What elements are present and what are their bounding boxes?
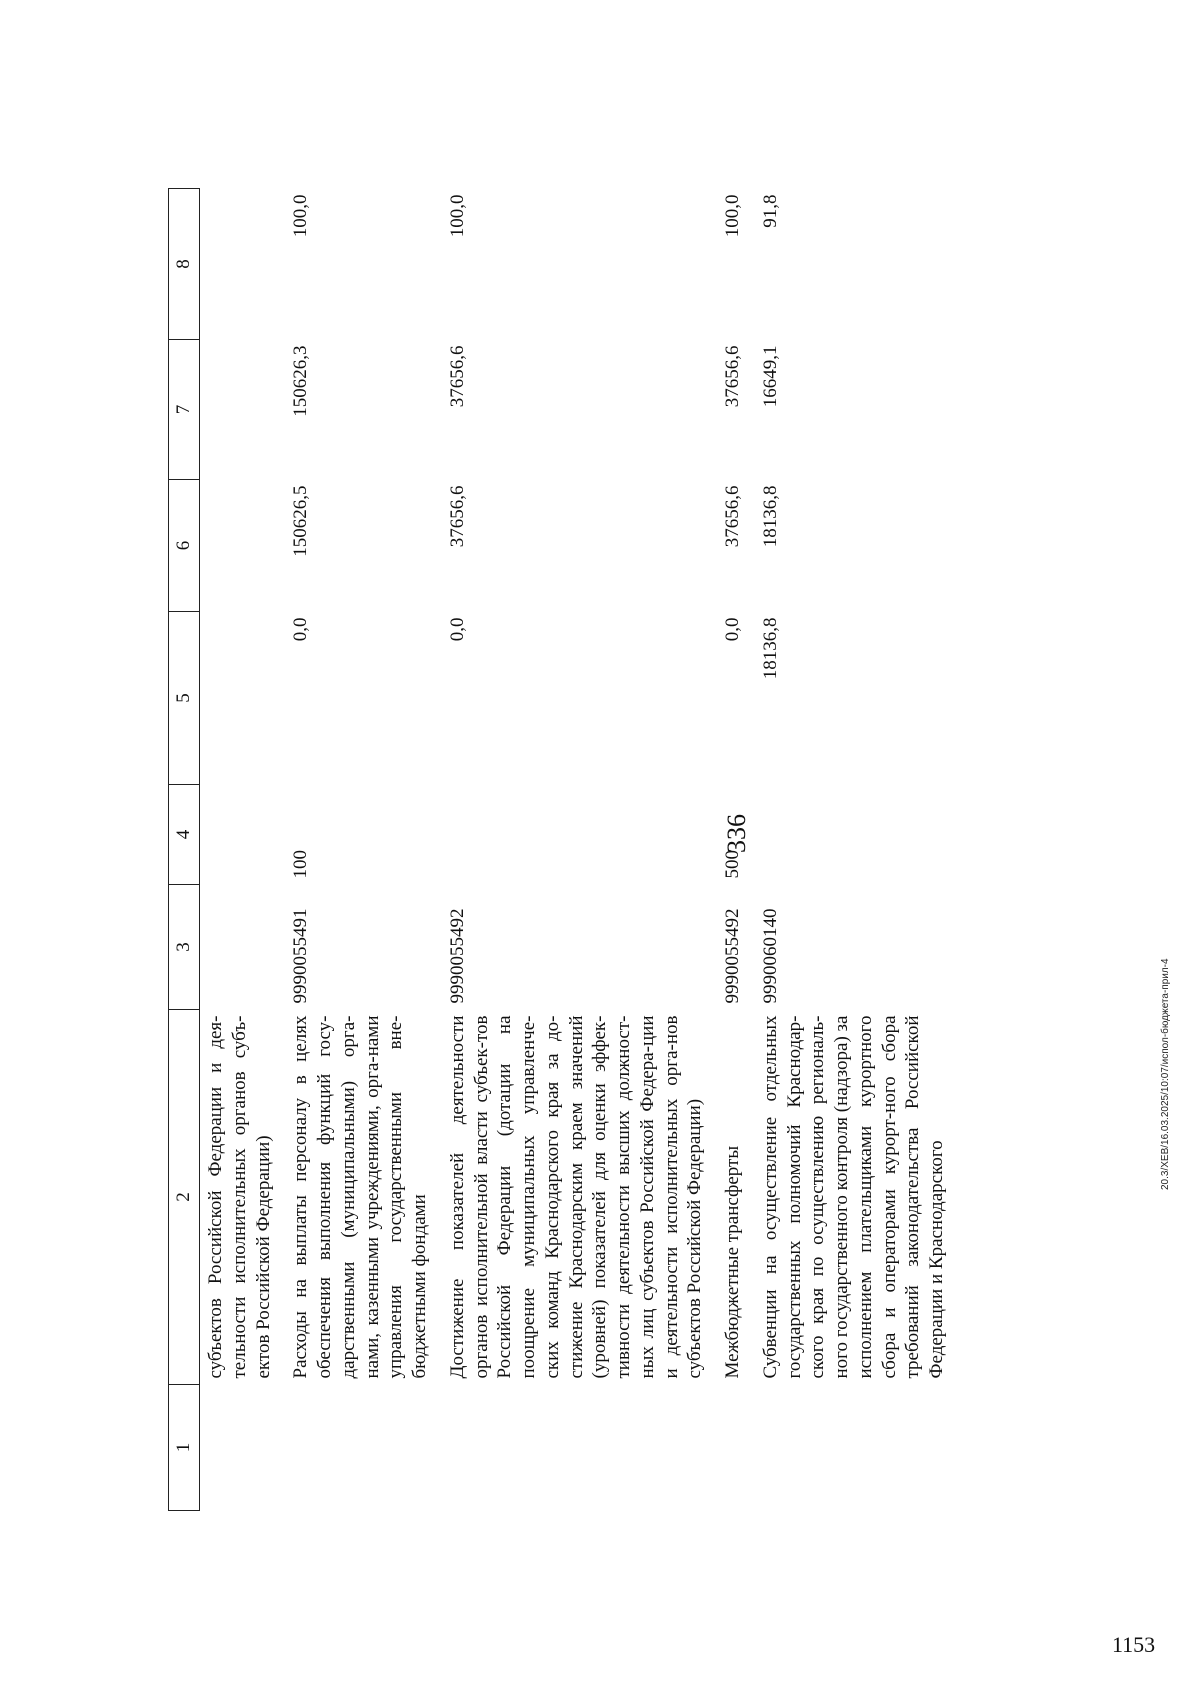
cell-code bbox=[200, 885, 286, 1010]
table-row bbox=[200, 189, 286, 1511]
table-body bbox=[200, 189, 959, 1511]
cell-col-1 bbox=[200, 1385, 286, 1511]
header-col-2: 2 bbox=[169, 1010, 200, 1385]
cell-code: 9990055491 bbox=[290, 908, 312, 1004]
cell-col-6 bbox=[200, 480, 286, 612]
cell-col-8 bbox=[200, 189, 286, 340]
header-col-7: 7 bbox=[169, 340, 200, 480]
cell-col-7: 150626,3 bbox=[290, 345, 312, 417]
cell-code: 9990055492 bbox=[446, 908, 468, 1004]
cell-col-5: 18136,8 bbox=[759, 617, 781, 680]
cell-col-5: 0,0 bbox=[722, 617, 743, 642]
cell-description: Субвенции на осуществление отдельных государственных полномочий Краснодар-ского края по осуществлению региональ-ного государственного контроля (надзора) за исполнением плательщиками курортного сбора и операторами курорт-ного сбора требований законодательства Российской Федерации и Краснодарского bbox=[759, 1015, 947, 1379]
cell-col-7: 37656,6 bbox=[722, 345, 743, 408]
sheet-number: 1153 bbox=[1112, 1632, 1156, 1657]
header-col-5: 5 bbox=[169, 612, 200, 785]
cell-col-7 bbox=[200, 340, 286, 480]
cell-col-5 bbox=[200, 612, 286, 785]
cell-col-6: 37656,6 bbox=[446, 485, 468, 548]
cell-description: Межбюджетные трансферты bbox=[722, 1145, 743, 1379]
cell-description: субъектов Российской Федерации и дея-тельности исполнительных органов субъ-ектов Российской Федерации) bbox=[205, 1015, 274, 1379]
cell-col-7: 16649,1 bbox=[759, 345, 781, 408]
header-col-1: 1 bbox=[169, 1385, 200, 1511]
header-col-3: 3 bbox=[169, 885, 200, 1010]
cell-col-6: 18136,8 bbox=[759, 485, 781, 548]
cell-col-1 bbox=[755, 1385, 959, 1511]
cell-type bbox=[755, 785, 959, 885]
cell-description: Расходы на выплаты персоналу в целях обеспечения выполнения функций госу-дарственными (муниципальными) орга-нами, казенными учреждениями, орга-нами управления государственными вне-бюджетными фондами bbox=[290, 1015, 430, 1379]
cell-type bbox=[200, 785, 286, 885]
header-col-6: 6 bbox=[169, 480, 200, 612]
table-row bbox=[285, 189, 442, 1511]
budget-table bbox=[168, 188, 959, 1511]
table-header bbox=[169, 189, 200, 1511]
cell-description: Достижение показателей деятельности органов исполнительной власти субъек-тов Российской Федерации (дотации на поощрение муниципальных управленче-ских команд Краснодарского края за до-стижение Краснодарским краем значений (уровней) показателей для оценки эффек-тивности деятельности высших должност-ных лиц субъектов Российской Федера-ции и деятельности исполнительных орга-нов субъектов Российской Федерации) bbox=[446, 1015, 706, 1379]
cell-col-8: 100,0 bbox=[722, 194, 743, 238]
cell-col-5: 0,0 bbox=[290, 617, 312, 642]
cell-code: 9990060140 bbox=[759, 908, 781, 1004]
header-row bbox=[169, 189, 200, 1511]
cell-col-1 bbox=[717, 1385, 755, 1511]
cell-col-8: 100,0 bbox=[446, 194, 468, 238]
header-col-4: 4 bbox=[169, 785, 200, 885]
cell-type: 500 bbox=[722, 850, 743, 879]
document-stamp: 20.3/ХЕВ/16.03.2025/10:07/испол-бюджета-прил-4 bbox=[1160, 958, 1171, 1190]
table-row bbox=[717, 189, 755, 1511]
cell-col-5: 0,0 bbox=[446, 617, 468, 642]
table-row bbox=[755, 189, 959, 1511]
table-row bbox=[442, 189, 717, 1511]
cell-col-1 bbox=[442, 1385, 717, 1511]
cell-type: 100 bbox=[290, 850, 312, 879]
cell-col-8: 91,8 bbox=[759, 194, 781, 228]
cell-col-1 bbox=[285, 1385, 442, 1511]
cell-col-7: 37656,6 bbox=[446, 345, 468, 408]
header-col-8: 8 bbox=[169, 189, 200, 340]
cell-type bbox=[442, 785, 717, 885]
cell-col-6: 37656,6 bbox=[722, 485, 743, 548]
page-number: 336 bbox=[722, 814, 751, 853]
cell-code: 9990055492 bbox=[722, 908, 743, 1004]
cell-col-6: 150626,5 bbox=[290, 485, 312, 557]
cell-col-8: 100,0 bbox=[290, 194, 312, 238]
